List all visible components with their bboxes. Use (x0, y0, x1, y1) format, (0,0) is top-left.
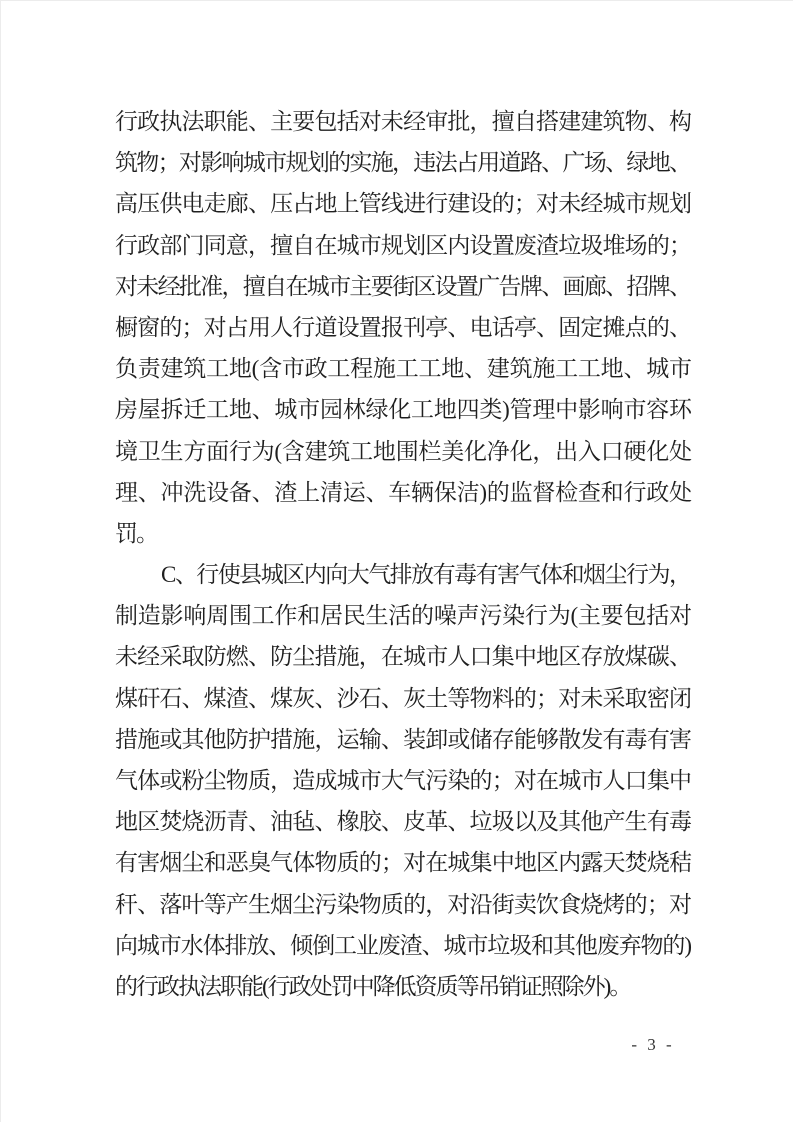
text-line: 境卫生方面行为(含建筑工地围栏美化净化，出入口硬化处 (115, 438, 690, 464)
text-line: 煤矸石、煤渣、煤灰、沙石、灰土等物料的；对未采取密闭 (115, 685, 690, 711)
page-number: - 3 - (631, 1035, 675, 1054)
text-line: 措施或其他防护措施，运输、装卸或储存能够散发有毒有害 (115, 726, 690, 752)
text-line: 未经采取防燃、防尘措施，在城市人口集中地区存放煤碳、 (115, 644, 690, 670)
text-line: 罚。 (115, 520, 157, 546)
text-line: 地区焚烧沥青、油毡、橡胶、皮革、垃圾以及其他产生有毒 (115, 809, 690, 835)
text-line: 行政执法职能、主要包括对未经审批，擅自搭建建筑物、构 (115, 109, 690, 134)
body-text (115, 101, 690, 1007)
text-line: 制造影响周围工作和居民生活的噪声污染行为(主要包括对 (115, 603, 690, 629)
text-line: 秆、落叶等产生烟尘污染物质的，对沿街卖饮食烧烤的；对 (115, 891, 690, 917)
text-line: 向城市水体排放、倾倒工业废渣、城市垃圾和其他废弃物的) (115, 932, 690, 958)
text-line: 行政部门同意，擅自在城市规划区内设置废渣垃圾堆场的； (115, 232, 690, 258)
text-line: 房屋拆迁工地、城市园林绿化工地四类)管理中影响市容环 (115, 397, 690, 423)
text-line: 理、冲洗设备、渣上清运、车辆保洁)的监督检查和行政处 (115, 479, 690, 505)
text-line: 筑物；对影响城市规划的实施，违法占用道路、广场、绿地、 (115, 150, 690, 176)
text-line: C、行使县城区内向大气排放有毒有害气体和烟尘行为， (161, 562, 690, 588)
text-line: 高压供电走廊、压占地上管线进行建设的；对未经城市规划 (115, 191, 690, 217)
text-line: 气体或粉尘物质，造成城市大气污染的；对在城市人口集中 (115, 768, 690, 793)
text-line: 的行政执法职能(行政处罚中降低资质等吊销证照除外)。 (115, 973, 631, 999)
text-line: 橱窗的；对占用人行道设置报刊亭、电话亭、固定摊点的、 (115, 314, 690, 340)
text-line: 负责建筑工地(含市政工程施工工地、建筑施工工地、城市 (115, 356, 690, 382)
text-line: 对未经批准，擅自在城市主要街区设置广告牌、画廊、招牌、 (115, 273, 690, 299)
text-line: 有害烟尘和恶臭气体物质的；对在城集中地区内露天焚烧秸 (115, 850, 690, 876)
